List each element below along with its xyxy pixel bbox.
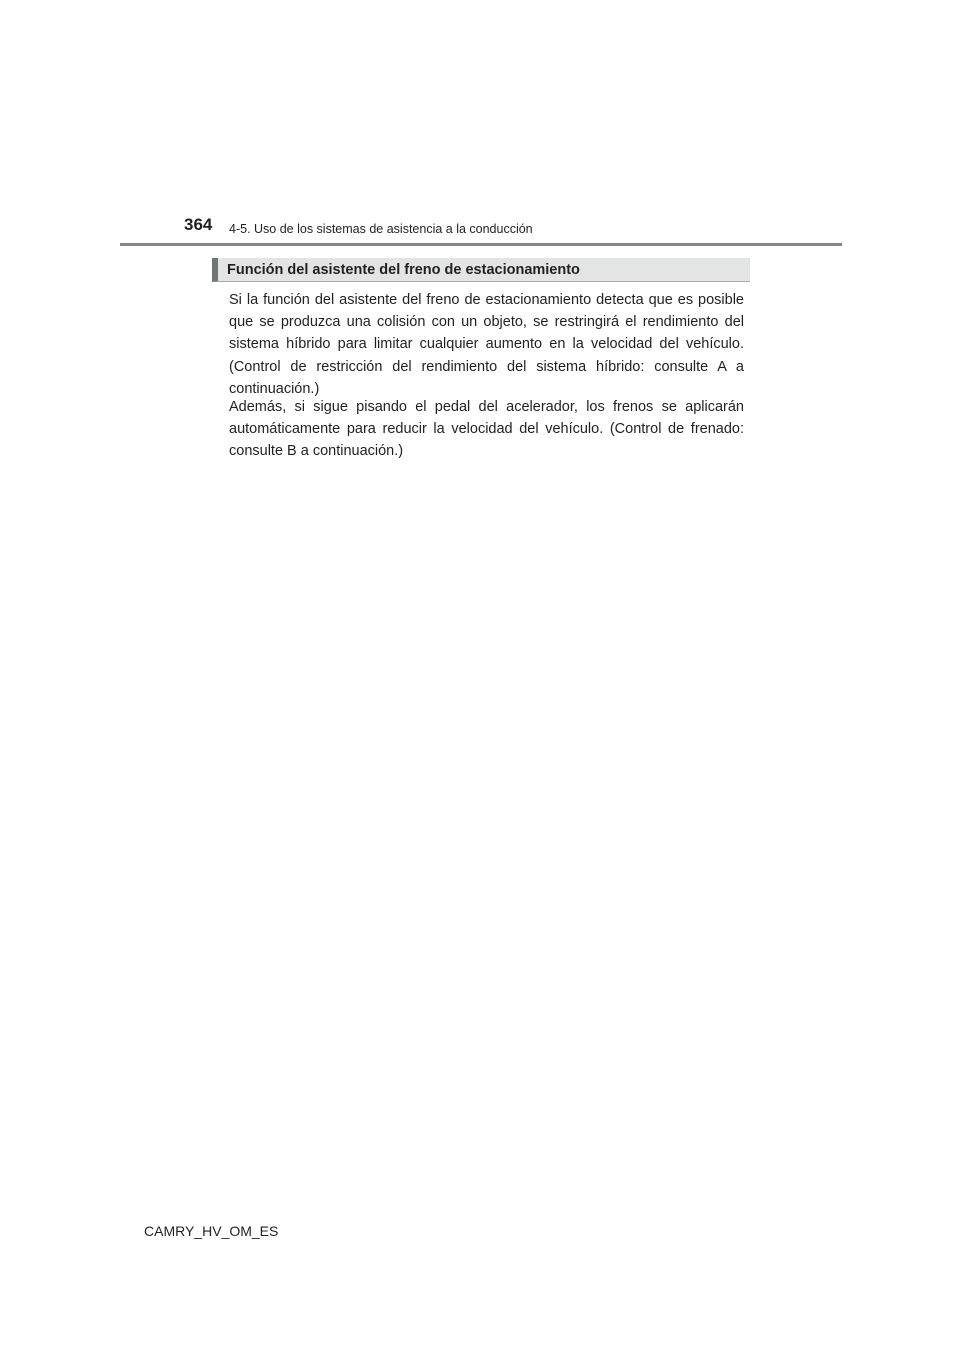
section-heading-box (212, 258, 750, 282)
section-heading: Función del asistente del freno de estacionamiento (227, 262, 580, 278)
body-paragraph-1: Si la función del asistente del freno de estacionamiento detecta que es posible que se produzca una colisión con un objeto, se restringirá el rendimiento del sistema híbrido para limitar cualquier aumento en la velocidad del vehículo. (Control de restricción del rendimiento del sistema híbrido: consulte A a continuación.) (229, 292, 744, 397)
chapter-title: 4-5. Uso de los sistemas de asistencia a la conducción (229, 222, 533, 236)
header-divider (120, 243, 842, 246)
footer-manual-code: CAMRY_HV_OM_ES (144, 1223, 279, 1239)
page-number: 364 (184, 215, 213, 234)
body-paragraph-2: Además, si sigue pisando el pedal del acelerador, los frenos se aplicarán automáticamente para reducir la velocidad del vehículo. (Control de frenado: consulte B a continuación.) (229, 399, 744, 460)
